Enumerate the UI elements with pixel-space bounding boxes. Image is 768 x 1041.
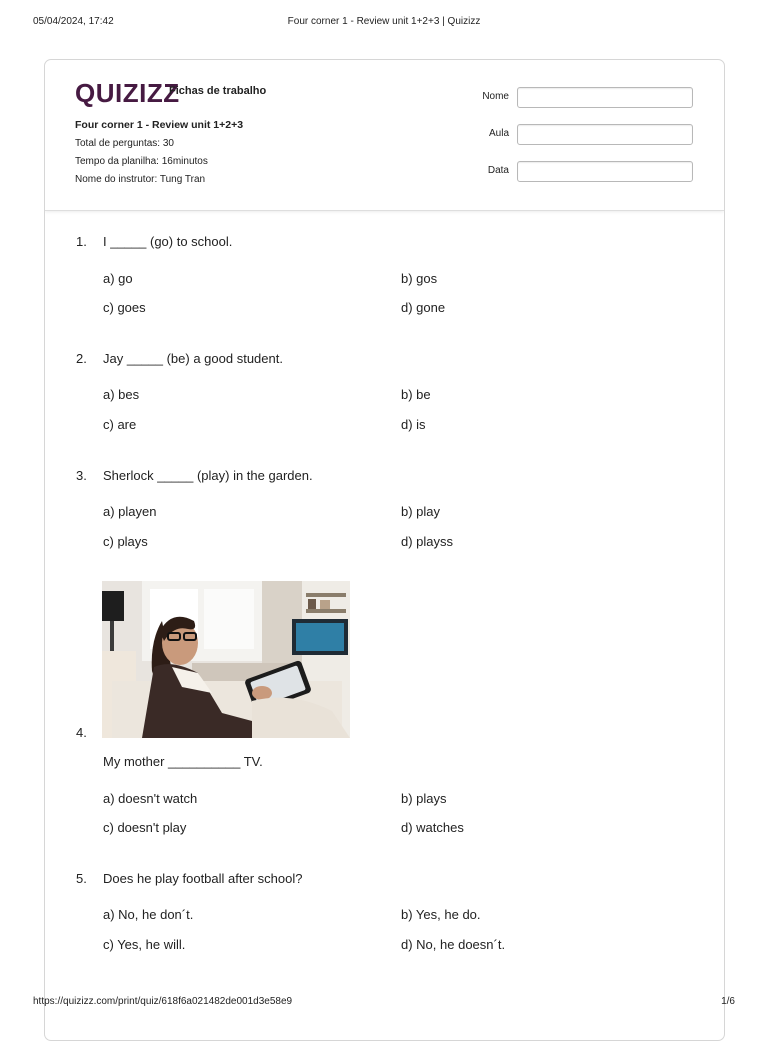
total-questions: Total de perguntas: 30 <box>75 138 174 149</box>
option-c: c) are <box>103 417 137 432</box>
option-d: d) is <box>401 417 426 432</box>
option-a: a) playen <box>103 504 157 519</box>
option-b: b) be <box>401 387 431 402</box>
question-image <box>102 581 350 738</box>
print-url[interactable]: https://quizizz.com/print/quiz/618f6a021482de001d3e58e9 <box>33 996 293 1007</box>
question-number: 5. <box>76 871 87 886</box>
class-label: Aula <box>488 128 509 139</box>
option-c: c) plays <box>103 534 148 549</box>
option-c: c) doesn't play <box>103 820 187 835</box>
print-footer <box>33 996 735 1010</box>
class-field[interactable] <box>517 124 693 145</box>
worksheet-subtitle: Fichas de trabalho <box>169 85 267 97</box>
question-number: 1. <box>76 234 87 249</box>
date-field[interactable] <box>517 161 693 182</box>
option-c: c) goes <box>103 300 146 315</box>
question-text: I _____ (go) to school. <box>103 234 233 249</box>
quizizz-logo: QUIZIZZ <box>75 78 180 108</box>
question-text: My mother __________ TV. <box>103 754 263 769</box>
question-number: 2. <box>76 351 87 366</box>
woman-with-tablet-photo <box>102 581 350 738</box>
option-c: c) Yes, he will. <box>103 937 186 952</box>
option-b: b) gos <box>401 271 438 286</box>
option-a: a) bes <box>103 387 140 402</box>
sheet-time: Tempo da planilha: 16minutos <box>75 156 208 167</box>
print-date: 05/04/2024, 17:42 <box>33 16 114 27</box>
worksheet <box>44 59 725 1041</box>
name-field[interactable] <box>517 87 693 108</box>
quiz-title: Four corner 1 - Review unit 1+2+3 <box>75 119 244 131</box>
date-label: Data <box>487 165 509 176</box>
page-number: 1/6 <box>721 996 735 1007</box>
question-text: Jay _____ (be) a good student. <box>103 351 283 366</box>
print-title: Four corner 1 - Review unit 1+2+3 | Quizizz <box>287 16 481 27</box>
option-a: a) No, he don´t. <box>103 907 194 922</box>
option-a: a) go <box>103 271 133 286</box>
option-d: d) No, he doesn´t. <box>401 937 506 952</box>
print-header <box>33 16 735 30</box>
option-b: b) Yes, he do. <box>401 907 481 922</box>
question-number: 4. <box>76 725 87 740</box>
question-text: Does he play football after school? <box>103 871 303 886</box>
option-d: d) gone <box>401 300 446 315</box>
option-b: b) plays <box>401 791 447 806</box>
option-d: d) playss <box>401 534 454 549</box>
option-a: a) doesn't watch <box>103 791 198 806</box>
instructor-name: Nome do instrutor: Tung Tran <box>75 174 206 185</box>
question-text: Sherlock _____ (play) in the garden. <box>103 468 313 483</box>
option-d: d) watches <box>401 820 464 835</box>
worksheet-header <box>45 60 724 211</box>
question-number: 3. <box>76 468 87 483</box>
name-label: Nome <box>482 91 509 102</box>
option-b: b) play <box>401 504 441 519</box>
